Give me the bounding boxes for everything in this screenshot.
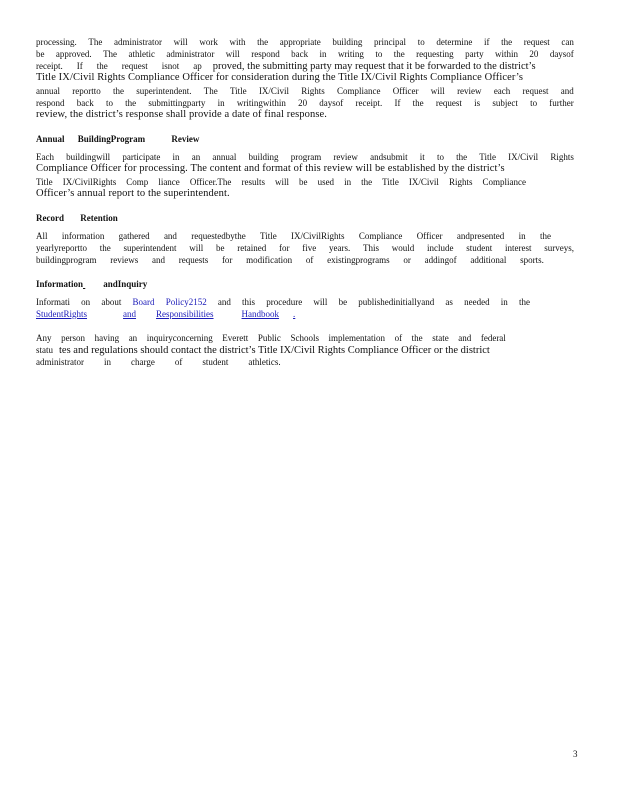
word: within xyxy=(494,49,518,59)
word: administrator xyxy=(36,357,84,367)
text-line-large: Compliance Officer for processing. The content and format of this review will be established by the district’s xyxy=(36,163,505,174)
handbook-link-and[interactable]: and xyxy=(123,309,137,319)
handbook-link-handbook[interactable]: Handbook xyxy=(241,309,280,319)
word: for xyxy=(278,243,290,253)
paragraph-record-retention xyxy=(36,230,574,266)
word: include xyxy=(427,243,454,253)
word: and xyxy=(163,231,177,241)
word: receipt. xyxy=(36,61,63,71)
text-fragment-large: proved, the submitting party may request that it be forwarded to the district’s xyxy=(212,61,536,72)
word: IX/Civil xyxy=(508,152,539,162)
word: Officer xyxy=(416,231,443,241)
word: be xyxy=(338,297,348,307)
text-line-large: review, the district’s response shall provide a date of final response. xyxy=(36,108,327,120)
word: procedure xyxy=(266,297,303,307)
word: in xyxy=(172,152,180,162)
word: will xyxy=(313,297,328,307)
paragraph-information-inquiry xyxy=(36,296,574,320)
word: request xyxy=(523,37,550,47)
text-line xyxy=(36,176,526,188)
word: 20 xyxy=(529,49,539,59)
word: annual xyxy=(36,85,60,96)
word: federal xyxy=(480,333,506,343)
heading-word: andInquiry xyxy=(103,279,148,289)
text-line xyxy=(36,254,544,266)
word: administrator xyxy=(166,49,215,59)
word: Title xyxy=(230,85,247,96)
word: The xyxy=(88,37,103,47)
word: the xyxy=(257,37,269,47)
word: Title xyxy=(479,152,496,162)
word: needed xyxy=(464,297,490,307)
word: back xyxy=(76,97,94,108)
text-line-large: Title IX/Civil Rights Compliance Officer for consideration during the Title IX/Civil Rights Compliance Officer’s xyxy=(36,72,524,83)
word: implementation xyxy=(328,333,386,343)
word: Comp xyxy=(126,176,149,187)
word: of xyxy=(305,255,314,265)
text-line xyxy=(36,308,574,320)
handbook-link-period[interactable]: . xyxy=(293,309,296,319)
word: buildingprogram xyxy=(36,255,97,265)
word: Any xyxy=(36,333,52,343)
word: the xyxy=(539,231,551,241)
word: Compliance xyxy=(358,231,403,241)
word: in xyxy=(104,357,112,367)
heading-word: BuildingProgram xyxy=(77,134,146,144)
handbook-link-student-rights[interactable]: StudentRights xyxy=(36,309,88,319)
word: Public xyxy=(257,333,281,343)
word: administrator xyxy=(114,37,163,47)
word: building xyxy=(332,37,363,47)
word: buildingwill xyxy=(66,152,111,162)
word: ap xyxy=(193,61,202,71)
text-line xyxy=(36,97,574,109)
word: be xyxy=(36,49,45,59)
word: If xyxy=(76,61,83,71)
word: Rights xyxy=(448,176,473,187)
word: retained xyxy=(237,243,267,253)
word: IX/Civil xyxy=(258,85,289,96)
word: will xyxy=(225,49,240,59)
word: Title xyxy=(36,176,53,187)
word: student xyxy=(202,357,229,367)
word: the xyxy=(96,61,108,71)
text-line xyxy=(36,230,551,242)
word: subject xyxy=(492,97,518,108)
word: writing xyxy=(337,49,364,59)
word: The xyxy=(103,49,118,59)
word: respond xyxy=(36,97,65,108)
word: inquiryconcerning xyxy=(146,333,213,343)
word: years. xyxy=(328,243,351,253)
word: request xyxy=(121,61,148,71)
word: each xyxy=(493,85,511,96)
word: yearlyreportto xyxy=(36,243,87,253)
text-line xyxy=(36,344,574,356)
word: work xyxy=(199,37,218,47)
word: modification xyxy=(246,255,293,265)
word: building xyxy=(248,152,279,162)
word: additional xyxy=(470,255,507,265)
paragraph-building-program-review xyxy=(36,151,574,200)
word: in xyxy=(319,49,327,59)
word: student xyxy=(466,243,493,253)
word: to xyxy=(530,97,538,108)
board-policy-link-number[interactable]: Policy2152 xyxy=(165,297,207,307)
word: about xyxy=(101,297,122,307)
word: this xyxy=(242,297,256,307)
word: would xyxy=(391,243,415,253)
page-number: 3 xyxy=(573,749,578,759)
heading-word: Annual xyxy=(36,134,65,144)
text-fragment-large: tes and regulations should contact the district’s Title IX/Civil Rights Compliance Officer or the district xyxy=(59,345,490,356)
word: will xyxy=(430,85,445,96)
text-line xyxy=(36,242,574,254)
word: superintendent xyxy=(123,243,177,253)
word: will xyxy=(274,176,289,187)
word: liance xyxy=(158,176,180,187)
word: to xyxy=(417,37,425,47)
word: Officer xyxy=(392,85,419,96)
word: Rights xyxy=(550,152,574,162)
word: Compliance xyxy=(482,176,526,187)
word: if xyxy=(483,37,490,47)
word: determine xyxy=(436,37,473,47)
word: principal xyxy=(374,37,407,47)
word: requesting xyxy=(416,49,454,59)
word: 20 xyxy=(298,97,308,108)
word: person xyxy=(61,333,86,343)
word: further xyxy=(549,97,574,108)
word: review xyxy=(333,152,358,162)
word: surveys, xyxy=(544,243,574,253)
board-policy-link-board[interactable]: Board xyxy=(132,297,155,307)
word: requests xyxy=(178,255,209,265)
word: an xyxy=(128,333,138,343)
word: approved. xyxy=(55,49,92,59)
word: daysof xyxy=(319,97,344,108)
word: to xyxy=(105,97,113,108)
word: All xyxy=(36,231,48,241)
text-line xyxy=(36,60,574,72)
text-line xyxy=(36,151,574,163)
text-line xyxy=(36,36,574,48)
word: or xyxy=(403,255,411,265)
word: charge xyxy=(131,357,155,367)
heading-word: Retention xyxy=(80,213,118,223)
word: sports. xyxy=(520,255,544,265)
word: of xyxy=(394,333,403,343)
word: request xyxy=(522,85,549,96)
word: Compliance xyxy=(336,85,381,96)
word: and xyxy=(458,333,472,343)
word: it xyxy=(419,152,425,162)
word: requestedbythe xyxy=(191,231,246,241)
word: the xyxy=(456,152,468,162)
word: Title xyxy=(260,231,277,241)
word: be xyxy=(299,176,308,187)
word: results xyxy=(241,176,265,187)
word: program xyxy=(290,152,322,162)
word: the xyxy=(361,176,373,187)
word: an xyxy=(191,152,201,162)
text-line-large: Officer’s annual report to the superintendent. xyxy=(36,187,230,199)
word: the xyxy=(411,333,423,343)
word: daysof xyxy=(549,49,574,59)
word: and xyxy=(560,85,574,96)
text-line xyxy=(36,332,506,344)
word: and xyxy=(151,255,165,265)
word: in xyxy=(344,176,352,187)
word: for xyxy=(221,255,233,265)
word: as xyxy=(445,297,453,307)
heading-word: Information xyxy=(36,279,83,289)
section-heading-record-retention xyxy=(36,212,574,224)
text-line xyxy=(36,356,574,368)
word: is xyxy=(474,97,481,108)
word: reportto xyxy=(72,85,101,96)
word: to xyxy=(375,49,383,59)
word: to xyxy=(436,152,444,162)
handbook-link-responsibilities[interactable]: Responsibilities xyxy=(156,309,214,319)
word: the xyxy=(501,37,513,47)
word: on xyxy=(81,297,91,307)
word: will xyxy=(189,243,204,253)
word: publishedinitiallyand xyxy=(358,297,435,307)
word: If xyxy=(394,97,401,108)
word: Informati xyxy=(36,297,70,307)
word: in xyxy=(217,97,225,108)
word: existingprograms xyxy=(327,255,390,265)
word: participate xyxy=(122,152,161,162)
word: Everett xyxy=(222,333,249,343)
word: Schools xyxy=(290,333,319,343)
word: the xyxy=(99,243,111,253)
word: athletics. xyxy=(248,357,281,367)
word: Officer.The xyxy=(189,176,232,187)
word: in xyxy=(518,231,526,241)
text-line xyxy=(36,85,574,97)
word: addingof xyxy=(424,255,457,265)
word: andpresented xyxy=(456,231,505,241)
word: andsubmit xyxy=(370,152,408,162)
word: the xyxy=(393,49,405,59)
text-fragment xyxy=(36,60,206,72)
word: respond xyxy=(251,49,280,59)
word: IX/Civil xyxy=(408,176,439,187)
word: the xyxy=(518,297,530,307)
word: The xyxy=(203,85,218,96)
word: This xyxy=(362,243,379,253)
word: state xyxy=(432,333,449,343)
section-heading-annual-building-review xyxy=(36,133,574,145)
word: request xyxy=(435,97,462,108)
word: will xyxy=(173,37,188,47)
word: writingwithin xyxy=(236,97,286,108)
word: Title xyxy=(382,176,399,187)
word: reviews xyxy=(110,255,139,265)
word: gathered xyxy=(118,231,150,241)
word: information xyxy=(61,231,105,241)
word: having xyxy=(94,333,120,343)
word: in xyxy=(500,297,508,307)
word: Rights xyxy=(301,85,325,96)
word: annual xyxy=(212,152,237,162)
heading-word: Record xyxy=(36,213,64,223)
text-line xyxy=(36,296,530,308)
word: superintendent. xyxy=(136,85,192,96)
word: of xyxy=(174,357,183,367)
word: review xyxy=(457,85,482,96)
word: submittingparty xyxy=(148,97,206,108)
word: receipt. xyxy=(355,97,383,108)
word: five xyxy=(302,243,317,253)
word: used xyxy=(317,176,335,187)
word: interest xyxy=(505,243,532,253)
word: the xyxy=(113,85,124,96)
text-fragment: statu xyxy=(36,345,53,355)
document-page xyxy=(36,36,574,368)
word: isnot xyxy=(161,61,180,71)
text-line xyxy=(36,48,574,60)
word: processing. xyxy=(36,37,77,47)
word: athletic xyxy=(128,49,155,59)
paragraph-inquiry-contact xyxy=(36,332,574,368)
section-heading-information-inquiry xyxy=(36,278,178,290)
word: can xyxy=(561,37,574,47)
word: the xyxy=(125,97,137,108)
word: and xyxy=(217,297,231,307)
word: IX/CivilRights xyxy=(291,231,345,241)
word: be xyxy=(216,243,225,253)
word: with xyxy=(229,37,246,47)
word: back xyxy=(291,49,309,59)
paragraph-request-processing xyxy=(36,36,574,121)
heading-word: Review xyxy=(171,134,200,144)
word: party xyxy=(465,49,484,59)
word: appropriate xyxy=(279,37,321,47)
word: Each xyxy=(36,152,54,162)
word: the xyxy=(412,97,424,108)
word: IX/CivilRights xyxy=(62,176,117,187)
